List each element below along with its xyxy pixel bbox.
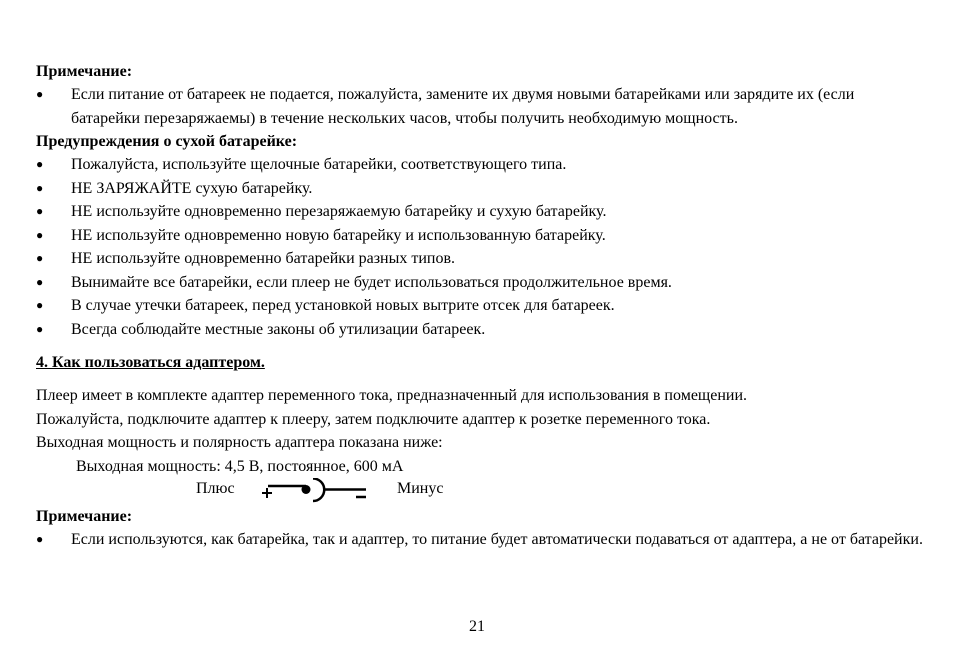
minus-label: Минус (397, 480, 444, 497)
section-paragraph (36, 384, 926, 455)
polarity-diagram (36, 478, 926, 505)
page-number: 21 (469, 618, 485, 635)
list-item-text: Пожалуйста, используйте щелочные батарейки, соответствующего типа. (71, 156, 567, 173)
bullet-icon: ● (36, 87, 44, 101)
bullet-icon: ● (36, 180, 44, 195)
list-item-text: НЕ ЗАРЯЖАЙТЕ сухую батарейку. (71, 179, 313, 197)
output-spec: Выходная мощность: 4,5 В, постоянное, 600 мА (76, 457, 404, 475)
paragraph-line: Выходная мощность и полярность адаптера показана ниже: (36, 434, 443, 451)
polarity-symbol-icon (258, 478, 378, 505)
list-item-text: Вынимайте все батарейки, если плеер не будет использоваться продолжительное время. (71, 273, 672, 291)
list-item-text: Если используются, как батарейка, так и адаптер, то питание будет автоматически подаваться от адаптера, а не от батарейки. (71, 531, 923, 548)
list-item (36, 247, 926, 271)
note-list (36, 528, 926, 552)
bullet-icon: ● (36, 321, 44, 336)
warnings-heading: Предупреждения о сухой батарейке: (36, 133, 298, 150)
paragraph-line: Плеер имеет в комплекте адаптер переменного тока, предназначенный для использования в помещении. (36, 387, 748, 404)
list-item (36, 528, 926, 552)
document-page (36, 60, 926, 552)
list-item (36, 83, 926, 130)
list-item-text: Всегда соблюдайте местные законы об утилизации батареек. (71, 320, 486, 338)
list-item (36, 177, 926, 201)
bullet-icon: ● (36, 274, 44, 289)
list-item-text: НЕ используйте одновременно батарейки разных типов. (71, 250, 456, 267)
list-item (36, 294, 926, 318)
list-item (36, 271, 926, 295)
center-pin-icon (302, 485, 311, 494)
bullet-icon: ● (36, 251, 44, 265)
paragraph-line: Пожалуйста, подключите адаптер к плееру, затем подключите адаптер к розетке переменного тока. (36, 410, 711, 428)
bullet-icon: ● (36, 532, 44, 546)
list-item (36, 224, 926, 248)
list-item (36, 318, 926, 342)
note-heading: Примечание: (36, 508, 133, 525)
list-item-text: НЕ используйте одновременно новую батарейку и использованную батарейку. (71, 226, 606, 244)
connector-ring-icon (313, 479, 324, 502)
section-heading: 4. Как пользоваться адаптером. (36, 354, 265, 371)
list-item (36, 153, 926, 177)
list-item (36, 200, 926, 224)
list-item-text: В случае утечки батареек, перед установкой новых вытрите отсек для батареек. (71, 297, 615, 314)
bullet-icon: ● (36, 157, 44, 171)
plus-label: Плюс (196, 480, 235, 497)
plus-sign-icon (262, 488, 272, 498)
bullet-icon: ● (36, 298, 44, 312)
list-item-text: НЕ используйте одновременно перезаряжаемую батарейку и сухую батарейку. (71, 203, 607, 220)
warnings-list (36, 153, 926, 341)
list-item-text: Если питание от батареек не подается, пожалуйста, замените их двумя новыми батарейками или зарядите их (если батарейки перезаряжаемы) в течение нескольких часов, чтобы получить необходимую мощность. (71, 86, 855, 127)
note-heading: Примечание: (36, 63, 133, 80)
bullet-icon: ● (36, 204, 44, 218)
note-list (36, 83, 926, 130)
bullet-icon: ● (36, 227, 44, 242)
